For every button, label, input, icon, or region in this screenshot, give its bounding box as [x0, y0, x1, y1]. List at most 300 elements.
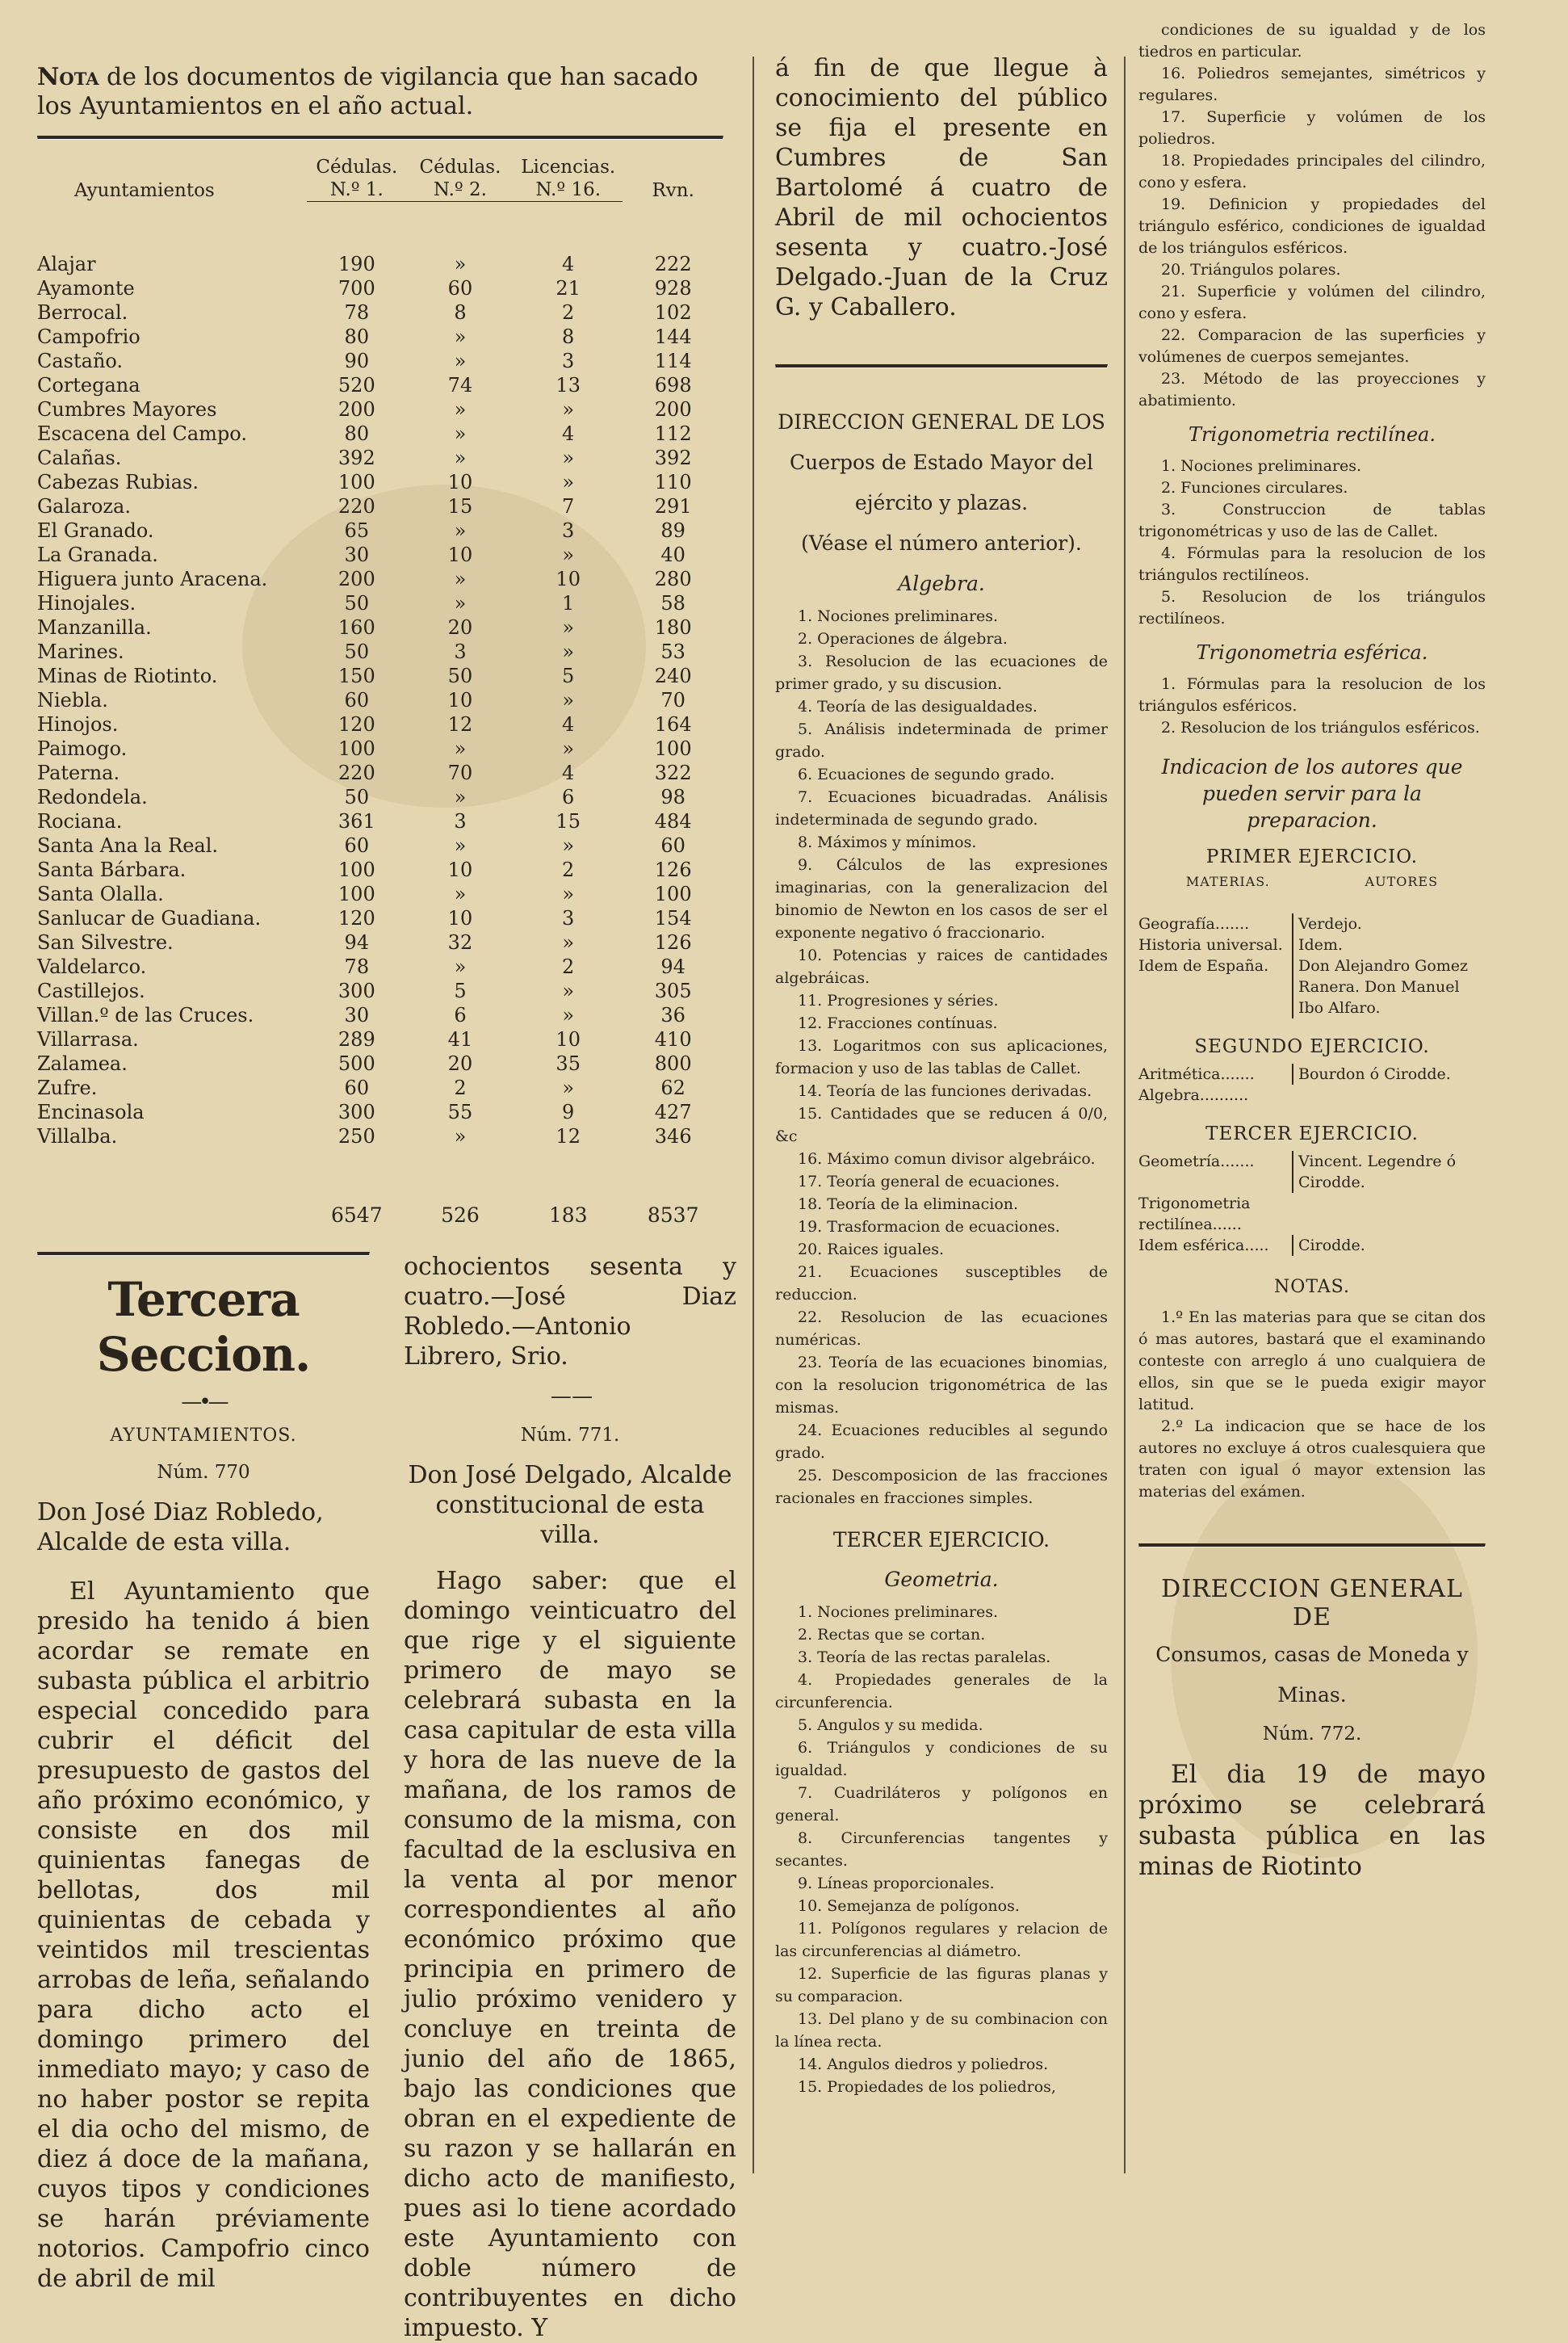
cell-value: 200 [337, 398, 375, 421]
cell-value: » [454, 422, 467, 445]
cell-value: 392 [654, 447, 692, 469]
list-item: 2. Rectas que se cortan. [798, 1626, 986, 1644]
algebra-title: Algebra. [898, 572, 985, 595]
cell-value: 60 [344, 834, 370, 857]
cell-value: 78 [344, 955, 370, 978]
list-item: 21. Superficie y volúmen del cilindro, cono y esfera. [1138, 283, 1486, 322]
cell-value: 74 [447, 374, 473, 397]
list-item: 1. Nociones preliminares. [1161, 457, 1362, 475]
materia-autor-row [1138, 913, 1486, 934]
cell-value: » [562, 1077, 575, 1099]
cell-value: » [454, 592, 467, 615]
cell-value: 90 [344, 350, 370, 372]
materia-autor-row [1138, 1235, 1486, 1256]
list-item: 8. Máximos y mínimos. [798, 833, 977, 851]
table-row [37, 1052, 723, 1076]
cell-value: 154 [654, 907, 692, 930]
table-row [37, 761, 723, 785]
cell-value: 2 [562, 859, 575, 881]
notice-heading: Don José Delgado, Alcalde constitucional de esta villa. [408, 1461, 732, 1549]
cell-value: 10 [556, 1028, 581, 1051]
list-item: 13. Logaritmos con sus aplicaciones, formacion y uso de las tablas de Callet. [775, 1037, 1108, 1077]
notice-772-body: El dia 19 de mayo próximo se celebrará subasta pública en las minas de Riotinto [1138, 1760, 1486, 1881]
header-cedulas-1: Cédulas. N.º 1. [307, 140, 407, 221]
cell-value: 3 [454, 810, 467, 833]
list-item: 2.º La indicacion que se hace de los autores no excluye á otros cualesquiera que traten con igual ó mayor extension las materias del exámen. [1138, 1417, 1486, 1501]
list-item: 14. Angulos diedros y poliedros. [798, 2055, 1049, 2073]
cell-ayuntamiento: Castillejos. [37, 980, 145, 1002]
notas-list [1138, 1307, 1486, 1503]
cell-value: 8 [454, 301, 467, 324]
section-rule [1138, 1543, 1486, 1547]
list-item: 17. Superficie y volúmen de los poliedros. [1138, 108, 1486, 148]
cell-value: » [562, 834, 575, 857]
cell-ayuntamiento: Zufre. [37, 1077, 98, 1099]
table-row [37, 325, 723, 349]
cell-value: 60 [660, 834, 685, 857]
cell-ayuntamiento: Berrocal. [37, 301, 128, 324]
list-item: 22. Resolucion de las ecuaciones numéricas. [775, 1308, 1108, 1349]
list-item: 21. Ecuaciones susceptibles de reduccion. [775, 1263, 1108, 1304]
cell-value: 12 [556, 1125, 581, 1148]
cell-ayuntamiento: Valdelarco. [37, 955, 147, 978]
cell-ayuntamiento: Calañas. [37, 447, 122, 469]
notice-771-end: á fin de que llegue à conocimiento del público se fija el presente en Cumbres de San Bartolomé á cuatro de Abril de mil ochocientos sesenta y cuatro.-José Delgado.-Juan de la Cruz G. y Caballero. [775, 54, 1108, 321]
cell-value: » [562, 447, 575, 469]
geometria-title: Geometria. [884, 1568, 999, 1591]
cell-value: 3 [562, 519, 575, 542]
cell-value: 13 [556, 374, 581, 397]
section-rule [775, 364, 1108, 368]
list-item: 11. Progresiones y séries. [798, 992, 999, 1010]
cell-value: » [562, 544, 575, 566]
cell-ayuntamiento: Cabezas Rubias. [37, 471, 199, 493]
cell-ayuntamiento: Niebla. [37, 689, 108, 712]
cell-value: 10 [447, 689, 473, 712]
cell-ayuntamiento: Campofrio [37, 325, 140, 348]
trig-rect-list [1138, 456, 1486, 630]
list-item: 6. Triángulos y condiciones de su igualdad. [775, 1739, 1108, 1779]
cell-value: » [454, 568, 467, 590]
materia-autor-row [1138, 1085, 1486, 1106]
segundo-rows [1138, 1064, 1486, 1106]
geometria-cont-list [1138, 19, 1486, 412]
list-item: 10. Semejanza de polígonos. [798, 1897, 1020, 1915]
cell-ayuntamiento: Minas de Riotinto. [37, 665, 218, 687]
trig-esf-list [1138, 674, 1486, 739]
cell-value: 126 [654, 931, 692, 954]
table-row [37, 591, 723, 615]
nota-lead: Nota [37, 63, 99, 91]
cell-value: 3 [562, 907, 575, 930]
list-item: 7. Cuadriláteros y polígonos en general. [775, 1784, 1108, 1824]
autor: Don Alejandro Gomez Ranera. Don Manuel Ibo Alfaro. [1292, 955, 1486, 1018]
cell-value: 200 [337, 568, 375, 590]
table-row [37, 519, 723, 543]
algebra-list [775, 605, 1108, 1510]
list-item: 13. Del plano y de su combinacion con la línea recta. [775, 2010, 1108, 2051]
trig-esf-title: Trigonometria esférica. [1196, 641, 1428, 664]
autor: Idem. [1292, 934, 1486, 955]
column-3 [1138, 19, 1486, 1882]
cell-value: » [562, 640, 575, 663]
cell-ayuntamiento: Ayamonte [37, 277, 135, 300]
cell-value: 6 [562, 786, 575, 808]
cell-ayuntamiento: Encinasola [37, 1101, 145, 1123]
section-subtitle: AYUNTAMIENTOS. [110, 1426, 297, 1446]
cell-value: 94 [344, 931, 370, 954]
list-item: 10. Potencias y raices de cantidades algebráicas. [775, 947, 1108, 987]
cell-ayuntamiento: Redondela. [37, 786, 148, 808]
column-2 [775, 48, 1108, 2098]
trig-rect-title: Trigonometria rectilínea. [1189, 423, 1436, 446]
list-item: 19. Trasformacion de ecuaciones. [798, 1218, 1060, 1236]
cell-value: » [454, 786, 467, 808]
cell-value: 50 [344, 640, 370, 663]
table-row [37, 446, 723, 470]
table-row [37, 221, 723, 276]
autor [1292, 1085, 1486, 1106]
cell-value: 160 [337, 616, 375, 639]
cell-ayuntamiento: Higuera junto Aracena. [37, 568, 268, 590]
cell-ayuntamiento: El Granado. [37, 519, 154, 542]
direccion-consumos-sub: Minas. [1277, 1683, 1347, 1707]
materia: Idem esférica..... [1138, 1237, 1269, 1254]
primer-ejercicio-title: PRIMER EJERCICIO. [1205, 846, 1419, 867]
cell-value: 10 [447, 859, 473, 881]
list-item: 4. Teoría de las desigualdades. [798, 698, 1038, 716]
materias-label: MATERIAS. [1185, 874, 1270, 889]
table-row [37, 858, 723, 882]
cell-value: 12 [447, 713, 473, 736]
cell-value: » [562, 616, 575, 639]
cell-value: 280 [654, 568, 692, 590]
column-divider [1124, 57, 1126, 2173]
cell-ayuntamiento: Rociana. [37, 810, 123, 833]
cell-ayuntamiento: Zalamea. [37, 1052, 128, 1075]
cell-value: 2 [562, 301, 575, 324]
autores-note: Indicacion de los autores que pueden servir para la preparacion. [1161, 755, 1463, 832]
cell-value: 10 [447, 907, 473, 930]
cell-value: » [562, 398, 575, 421]
cell-value: 60 [344, 689, 370, 712]
list-item: 16. Poliedros semejantes, simétricos y regulares. [1138, 65, 1486, 104]
cell-value: » [562, 931, 575, 954]
cell-value: 300 [337, 1101, 375, 1123]
cell-value: 50 [344, 786, 370, 808]
cell-ayuntamiento: Alajar [37, 253, 96, 275]
direccion-consumos-title: DIRECCION GENERAL DE [1161, 1575, 1463, 1631]
cell-value: 20 [447, 616, 473, 639]
cell-value: 98 [660, 786, 685, 808]
cell-value: » [454, 253, 467, 275]
cell-value: » [562, 883, 575, 905]
cell-value: 10 [447, 544, 473, 566]
cell-value: 110 [654, 471, 692, 493]
list-item: 4. Propiedades generales de la circunferencia. [775, 1671, 1108, 1711]
table-row [37, 422, 723, 446]
table-row [37, 1100, 723, 1124]
cell-value: 6 [454, 1004, 467, 1027]
table-row [37, 567, 723, 591]
cell-total [37, 1148, 307, 1228]
cell-value: » [562, 1004, 575, 1027]
cell-total: 6547 [331, 1203, 383, 1227]
cell-ayuntamiento: Marines. [37, 640, 124, 663]
cell-ayuntamiento: Santa Olalla. [37, 883, 164, 905]
cell-value: 50 [344, 592, 370, 615]
direccion-sub: Cuerpos de Estado Mayor del [790, 451, 1093, 474]
table-row [37, 543, 723, 567]
list-item: 14. Teoría de las funciones derivadas. [798, 1082, 1092, 1100]
cell-value: 164 [654, 713, 692, 736]
materia: Geografía....... [1138, 915, 1250, 933]
cell-value: 928 [654, 277, 692, 300]
cell-value: 698 [654, 374, 692, 397]
table-row [37, 664, 723, 688]
cell-ayuntamiento: Santa Bárbara. [37, 859, 187, 881]
header-cedulas-2: Cédulas. N.º 2. [407, 140, 514, 221]
cell-value: » [454, 834, 467, 857]
documents-table [37, 140, 723, 1228]
table-row [37, 930, 723, 955]
materias-autores-header [1138, 874, 1486, 889]
cell-value: 9 [562, 1101, 575, 1123]
list-item: 2. Resolucion de los triángulos esféricos. [1161, 719, 1480, 737]
list-item: 1. Nociones preliminares. [798, 607, 999, 625]
table-row [37, 785, 723, 809]
column-1 [37, 48, 723, 1228]
list-item: 5. Angulos y su medida. [798, 1716, 983, 1734]
cell-total: 8537 [647, 1203, 699, 1227]
cell-value: 41 [447, 1028, 473, 1051]
cell-ayuntamiento: Hinojales. [37, 592, 136, 615]
cell-value: 30 [344, 544, 370, 566]
table-row [37, 882, 723, 906]
materia: Idem de España. [1138, 957, 1269, 975]
cell-value: 53 [660, 640, 685, 663]
table-row [37, 276, 723, 300]
list-item: 18. Propiedades principales del cilindro, cono y esfera. [1138, 152, 1486, 191]
cell-value: 120 [337, 713, 375, 736]
list-item: 2. Funciones circulares. [1161, 479, 1348, 497]
cell-ayuntamiento: Escacena del Campo. [37, 422, 247, 445]
table-row [37, 737, 723, 761]
autor [1292, 1193, 1486, 1235]
materia-autor-row [1138, 1151, 1486, 1193]
cell-ayuntamiento: Cumbres Mayores [37, 398, 217, 421]
table-row [37, 688, 723, 712]
table-row [37, 1124, 723, 1148]
cell-value: 289 [337, 1028, 375, 1051]
list-item: 5. Análisis indeterminada de primer grado. [775, 720, 1108, 761]
cell-value: 3 [454, 640, 467, 663]
cell-value: 20 [447, 1052, 473, 1075]
list-item: 17. Teoría general de ecuaciones. [798, 1173, 1060, 1190]
cell-value: 4 [562, 253, 575, 275]
cell-value: 700 [337, 277, 375, 300]
materia-autor-row [1138, 955, 1486, 1018]
cell-value: 70 [660, 689, 685, 712]
table-row [37, 640, 723, 664]
autor: Verdejo. [1292, 913, 1486, 934]
cell-value: 102 [654, 301, 692, 324]
notice-number: Núm. 771. [520, 1425, 620, 1446]
cell-value: 80 [344, 325, 370, 348]
notice-number: Núm. 770 [157, 1462, 250, 1483]
cell-value: 89 [660, 519, 685, 542]
list-item: 12. Fracciones contínuas. [798, 1014, 998, 1032]
cell-value: » [454, 737, 467, 760]
cell-ayuntamiento: Cortegana [37, 374, 140, 397]
cell-value: 520 [337, 374, 375, 397]
table-row [37, 373, 723, 397]
cell-value: 80 [344, 422, 370, 445]
cell-value: 62 [660, 1077, 685, 1099]
cell-value: 5 [454, 980, 467, 1002]
list-item: 4. Fórmulas para la resolucion de los triángulos rectilíneos. [1138, 544, 1486, 584]
header-rvn: Rvn. [652, 180, 694, 201]
cell-value: 78 [344, 301, 370, 324]
cell-ayuntamiento: Manzanilla. [37, 616, 152, 639]
cell-value: 800 [654, 1052, 692, 1075]
materia: Aritmética....... [1138, 1065, 1255, 1083]
cell-ayuntamiento: Villarrasa. [37, 1028, 139, 1051]
list-item: 16. Máximo comun divisor algebráico. [798, 1150, 1096, 1168]
notice-body: El Ayuntamiento que presido ha tenido á bien acordar se remate en subasta pública el arbitrio especial concedido para cubrir el déficit del presupuesto de gastos del año próximo económico, y consiste en dos mil quinientas fanegas de bellotas, dos mil quinientas de cebada y veintidos mil trescientas arrobas de leña, señalando para dicho acto el domingo primero del inmediato mayo; y caso de no haber postor se repita el dia ocho del mismo, de diez á doce de la mañana, cuyos tipos y condiciones se harán préviamente notorios. Campofrio cinco de abril de mil [37, 1577, 370, 2293]
header-ayuntamientos: Ayuntamientos [74, 180, 215, 201]
list-item: 23. Teoría de las ecuaciones binomias, con la resolucion trigonométrica de las mismas. [775, 1354, 1108, 1417]
cell-value: » [454, 883, 467, 905]
list-item: 1.º En las materias para que se citan dos ó mas autores, bastará que el examinando conteste con arreglo á uno cualquiera de ellos, sin que se le pueda exigir mayor latitud. [1138, 1308, 1486, 1413]
cell-value: 10 [447, 471, 473, 493]
table-row [37, 470, 723, 494]
cell-value: 50 [447, 665, 473, 687]
cell-value: 100 [337, 859, 375, 881]
cell-value: 8 [562, 325, 575, 348]
cell-value: 346 [654, 1125, 692, 1148]
list-item: 20. Triángulos polares. [1161, 261, 1341, 279]
cell-value: 58 [660, 592, 685, 615]
table-row [37, 833, 723, 858]
cell-value: 32 [447, 931, 473, 954]
cell-value: » [562, 689, 575, 712]
table-header [37, 140, 723, 221]
list-item: 1. Fórmulas para la resolucion de los triángulos esféricos. [1138, 675, 1486, 715]
list-item: condiciones de su igualdad y de los tiedros en particular. [1138, 21, 1486, 61]
list-item: 15. Cantidades que se reducen á 0/0, &c [775, 1105, 1108, 1145]
table-row [37, 906, 723, 930]
cell-value: 1 [562, 592, 575, 615]
autor: Vincent. Legendre ó Cirodde. [1292, 1151, 1486, 1193]
cell-value: 35 [556, 1052, 581, 1075]
nota-heading [37, 63, 723, 121]
table-row [37, 1027, 723, 1052]
cell-value: 392 [337, 447, 375, 469]
notice-heading: Don José Diaz Robledo, Alcalde de esta villa. [37, 1498, 324, 1556]
materia: Historia universal. [1138, 936, 1283, 954]
materia-autor-row [1138, 934, 1486, 955]
list-item: 19. Definicion y propiedades del triángulo esférico, condiciones de igualdad de los triángulos esféricos. [1138, 195, 1486, 257]
cell-value: 100 [337, 471, 375, 493]
list-item: 7. Ecuaciones bicuadradas. Análisis indeterminada de segundo grado. [775, 788, 1108, 829]
cell-value: 60 [344, 1077, 370, 1099]
cell-value: 220 [337, 762, 375, 784]
list-item: 22. Comparacion de las superficies y volúmenes de cuerpos semejantes. [1138, 326, 1486, 366]
materia-autor-row [1138, 1064, 1486, 1085]
cell-value: 114 [654, 350, 692, 372]
notice-771 [404, 1252, 736, 2343]
cell-value: » [454, 519, 467, 542]
cell-value: 100 [654, 737, 692, 760]
cell-value: 126 [654, 859, 692, 881]
table-row [37, 1076, 723, 1100]
direccion-title: DIRECCION GENERAL DE LOS [778, 410, 1105, 434]
notice-770-end: ochocientos sesenta y cuatro.—José Diaz Robledo.—Antonio Librero, Srio. [404, 1253, 736, 1371]
cell-value: 100 [654, 883, 692, 905]
cell-value: » [562, 980, 575, 1002]
primer-rows [1138, 913, 1486, 1018]
list-item: 3. Teoría de las rectas paralelas. [798, 1648, 1051, 1666]
cell-value: 361 [337, 810, 375, 833]
cell-ayuntamiento: Hinojos. [37, 713, 119, 736]
autores-label: AUTORES [1365, 874, 1439, 889]
list-item: 3. Resolucion de las ecuaciones de primer grado, y su discusion. [775, 653, 1108, 693]
list-item: 5. Resolucion de los triángulos rectilíneos. [1138, 588, 1486, 628]
cell-value: 30 [344, 1004, 370, 1027]
cell-ayuntamiento: Galaroza. [37, 495, 131, 518]
cell-value: » [454, 325, 467, 348]
cell-total: 183 [548, 1203, 588, 1227]
cell-value: 291 [654, 495, 692, 518]
cell-value: 94 [660, 955, 685, 978]
see-previous: (Véase el número anterior). [801, 531, 1082, 555]
materia: Trigonometria rectilínea...... [1138, 1195, 1251, 1233]
cell-value: 180 [654, 616, 692, 639]
cell-value: 305 [654, 980, 692, 1002]
list-item: 2. Operaciones de álgebra. [798, 630, 1008, 648]
column-divider [753, 57, 754, 2173]
list-item: 1. Nociones preliminares. [798, 1603, 999, 1621]
cell-value: » [454, 447, 467, 469]
cell-value: 65 [344, 519, 370, 542]
cell-ayuntamiento: Santa Ana la Real. [37, 834, 219, 857]
header-licencias-16: Licencias. N.º 16. [514, 140, 623, 221]
cell-ayuntamiento: La Granada. [37, 544, 158, 566]
cell-value: 112 [654, 422, 692, 445]
cell-value: 100 [337, 883, 375, 905]
table-row [37, 712, 723, 737]
cell-value: 70 [447, 762, 473, 784]
cell-value: 36 [660, 1004, 685, 1027]
notas-title: NOTAS. [1274, 1277, 1350, 1297]
autor: Bourdon ó Cirodde. [1292, 1064, 1486, 1085]
list-item: 25. Descomposicion de las fracciones racionales en fracciones simples. [775, 1467, 1108, 1507]
cell-value: 240 [654, 665, 692, 687]
cell-value: 3 [562, 350, 575, 372]
cell-value: 427 [654, 1101, 692, 1123]
cell-total: 526 [441, 1203, 480, 1227]
nota-text: de los documentos de vigilancia que han sacado los Ayuntamientos en el año actual. [37, 63, 698, 120]
segundo-ejercicio-title: SEGUNDO EJERCICIO. [1194, 1036, 1430, 1057]
table-row [37, 615, 723, 640]
ornament: —•— [181, 1390, 226, 1414]
cell-value: 100 [337, 737, 375, 760]
cell-value: 5 [562, 665, 575, 687]
list-item: 23. Método de las proyecciones y abatimiento. [1138, 370, 1486, 409]
cell-ayuntamiento: Villalba. [37, 1125, 118, 1148]
cell-value: » [454, 398, 467, 421]
